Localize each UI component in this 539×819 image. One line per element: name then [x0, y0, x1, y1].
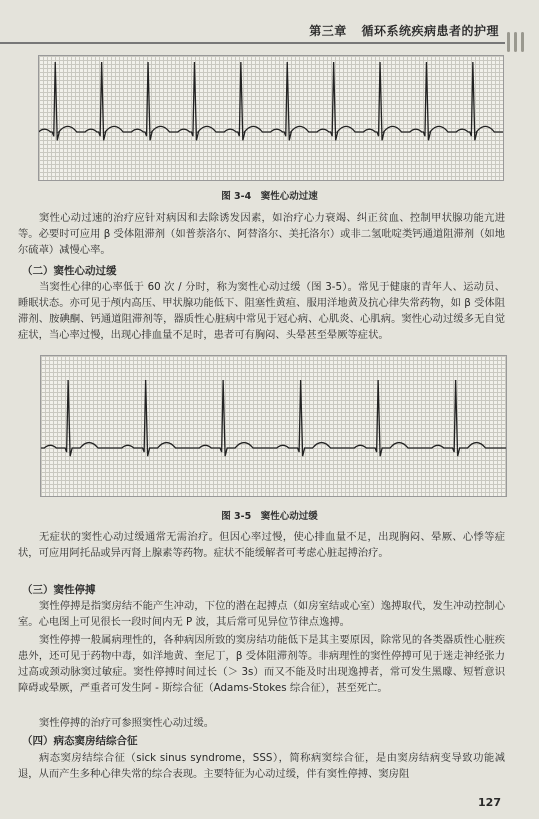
section-heading-sinus-arrest: （三）窦性停搏 [22, 584, 96, 596]
paragraph-sinus-arrest-definition: 窦性停搏是指窦房结不能产生冲动，下位的潜在起搏点（如房室结或心室）逸搏取代，发生冲动控制心室。心电图上可见很长一段时间内无 P 波，其后常可见异位节律点逸搏。 [18, 600, 505, 628]
ecg-trace-bradycardia [41, 356, 506, 496]
page-number: 127 [478, 796, 501, 809]
paragraph-bradycardia-definition: 当窦性心律的心率低于 60 次 / 分时，称为窦性心动过缓（图 3-5）。常见于健康的青年人、运动员、睡眠状态。亦可见于颅内高压、甲状腺功能低下、阻塞性黄疸、服用洋地黄及抗心律失常药物，如 β 受体阻滞剂、胺碘酮、钙通道阻滞剂等，器质性心脏病中常见于冠心病、心肌炎、心肌病。窦性心动过缓多无自觉症状，当心率过慢，出现心排血量不足时，患者可有胸闷、头晕甚至晕厥等症状。 [18, 281, 505, 341]
section-heading-bradycardia: （二）窦性心动过缓 [22, 265, 117, 277]
paragraph-bradycardia-treatment: 无症状的窦性心动过缓通常无需治疗。但因心率过慢，使心排血量不足，出现胸闷、晕厥、心悸等症状，可应用阿托品或异丙肾上腺素等药物。症状不能缓解者可考虑心脏起搏治疗。 [18, 531, 505, 559]
paragraph-sinus-arrest-treatment: 窦性停搏的治疗可参照窦性心动过缓。 [39, 717, 215, 729]
binding-ring [507, 32, 510, 52]
ecg-trace-tachycardia [39, 56, 503, 180]
ecg-figure-bradycardia [40, 355, 507, 497]
figure-caption-3-4: 图 3-4 窦性心动过速 [221, 191, 318, 202]
header-chapter-title: 循环系统疾病患者的护理 [361, 24, 499, 38]
section-heading-sss: （四）病态窦房结综合征 [22, 735, 138, 747]
binding-ring [514, 32, 517, 52]
header-title [309, 22, 499, 39]
header-chapter: 第三章 [309, 24, 347, 38]
running-header [0, 0, 505, 44]
spiral-binding-icon [507, 32, 533, 54]
paragraph-tachycardia-treatment: 窦性心动过速的治疗应针对病因和去除诱发因素，如治疗心力衰竭、纠正贫血、控制甲状腺功能亢进等。必要时可应用 β 受体阻滞剂（如普萘洛尔、阿替洛尔、美托洛尔）或非二氢吡啶类钙通道阻滞剂（如地尔硫䓬）减慢心率。 [18, 212, 505, 256]
paragraph-sss-definition: 病态窦房结综合征（sick sinus syndrome，SSS），简称病窦综合征，是由窦房结病变导致功能减退，从而产生多种心律失常的综合表现。主要特征为心动过缓，伴有窦性停搏、窦房阻 [18, 752, 505, 780]
binding-ring [521, 32, 524, 52]
ecg-figure-tachycardia [38, 55, 504, 181]
paragraph-sinus-arrest-causes: 窦性停搏一般属病理性的，各种病因所致的窦房结功能低下是其主要原因，除常见的各类器质性心脏疾患外，还可见于药物中毒，如洋地黄、奎尼丁，β 受体阻滞剂等。非病理性的窦性停搏可见于迷走神经张力过高或颈动脉窦过敏症。窦性停搏时间过长（＞ 3s）而又不能及时出现逸搏者，常可发生黑矇、短暂意识障碍或晕厥，严重者可发生阿 - 斯综合征（Adams-Stokes 综合征），甚至死亡。 [18, 634, 505, 694]
figure-caption-3-5: 图 3-5 窦性心动过缓 [221, 511, 318, 522]
